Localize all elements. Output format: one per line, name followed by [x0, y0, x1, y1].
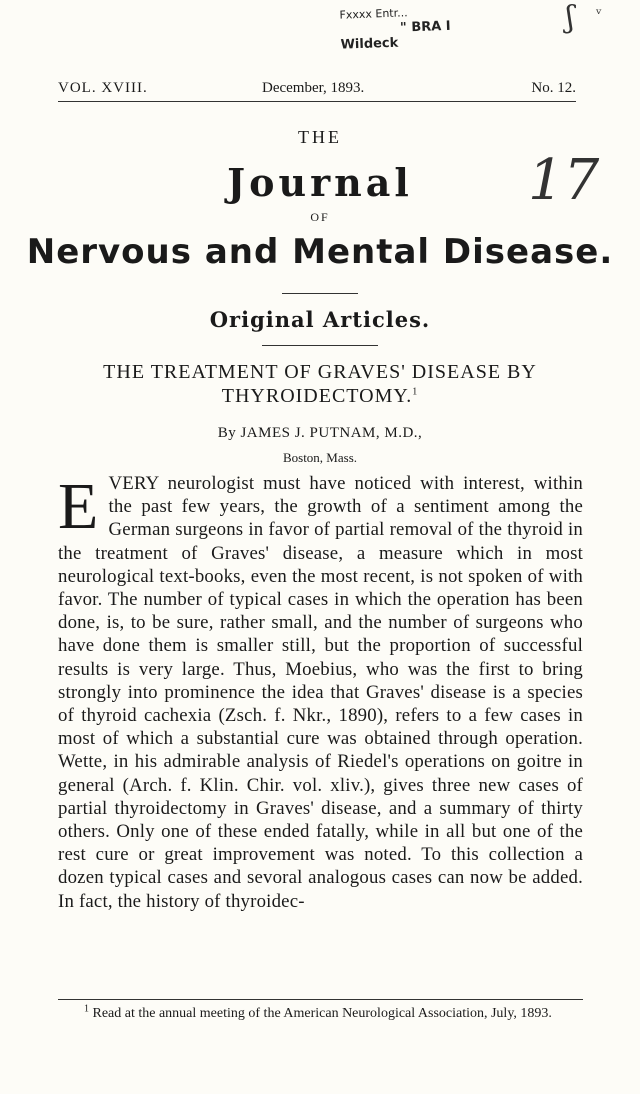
footnote-marker: 1: [412, 386, 419, 398]
article-title: [0, 360, 640, 408]
handwritten-scribble: ʃ: [566, 0, 575, 35]
stamp-line: Wildeck: [340, 35, 399, 53]
issue-number: No. 12.: [531, 80, 576, 96]
header-rule: [58, 101, 576, 102]
article-title-text: THE TREATMENT OF GRAVES' DISEASE BY THYROIDECTOMY.: [103, 361, 537, 407]
footnote-text: Read at the annual meeting of the American Neurological Association, July, 1893.: [92, 1006, 552, 1021]
author-affiliation: Boston, Mass.: [282, 450, 358, 465]
footnote: [58, 1004, 583, 1024]
volume-number: VOL. XVIII.: [58, 80, 148, 96]
issue-date: December, 1893.: [262, 80, 365, 96]
footnote-rule: [58, 999, 583, 1000]
handwritten-number: 17: [528, 148, 600, 213]
divider: [262, 345, 378, 346]
running-header: [58, 80, 576, 102]
footnote-number: 1: [84, 1003, 89, 1015]
masthead-journal: Journal: [227, 160, 413, 205]
masthead-of: OF: [310, 210, 330, 224]
masthead-the: THE: [298, 127, 342, 147]
divider: [282, 293, 358, 294]
stamp-line: " BRA I: [399, 18, 451, 36]
handwritten-scribble: ᵥ: [596, 0, 602, 18]
byline: By JAMES J. PUTNAM, M.D.,: [217, 425, 423, 441]
article-body: [58, 472, 583, 913]
section-heading: Original Articles.: [209, 307, 431, 332]
body-paragraph: VERY neurologist must have noticed with interest, within the past few years, the growth of a sentiment among the German surgeons in favor of partial removal of the thyroid in the treatment of Graves' disease, a measure which in most neurological text-books, even the most recent, is not spoken of with favor. The number of typical cases in which the operation has been done, is, to be sure, rather small, and the number of surgeons who have done them is smaller still, but the proportion of successful results is very large. Thus, Moebius, who was the first to bring strongly into prominence the idea that Graves' disease is a species of thyroid cachexia (Zsch. f. Nkr., 1890), refers to a few cases in most of which a substantial cure was obtained through operation. Wette, in his admirable analysis of Riedel's operations on goitre in general (Arch. f. Klin. Chir. vol. xliv.), gives three new cases of partial thyroidectomy in Graves' disease, and a summary of thirty others. Only one of these ended fatally, while in all but one of the rest cure or great improvement was noted. To this collection a dozen typical cases and sevoral analogous cases can now be added. In fact, the history of thyroidec-: [58, 473, 583, 912]
library-stamp: [339, 0, 550, 52]
drop-cap: E: [58, 470, 99, 543]
journal-title: Nervous and Mental Disease.: [26, 232, 614, 272]
stamp-line: Fxxxx Entr...: [339, 6, 408, 22]
